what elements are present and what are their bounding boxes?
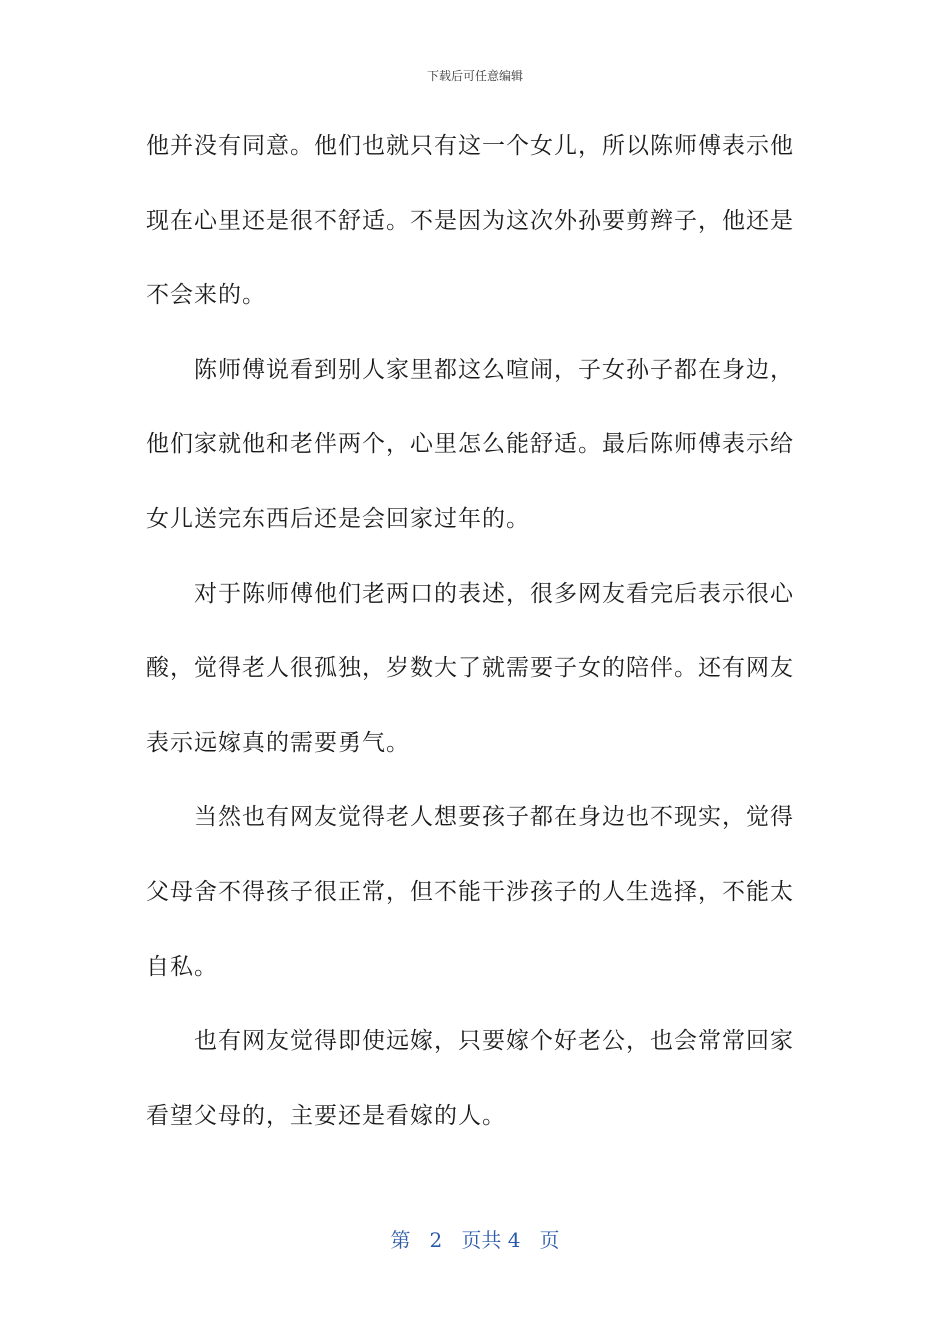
text-line: 看望父母的，主要还是看嫁的人。 xyxy=(146,1102,506,1129)
paragraph-first-line: 当然也有网友觉得老人想要孩子都在身边也不现实，觉得 xyxy=(194,804,794,831)
text-line: 他并没有同意。他们也就只有这一个女儿，所以陈师傅表示他 xyxy=(146,133,794,159)
footer-total-suffix: 页 xyxy=(539,1228,560,1252)
paragraph-first-line: 陈师傅说看到别人家里都这么喧闹，子女孙子都在身边， xyxy=(194,356,794,383)
text-line: 父母舍不得孩子很正常，但不能干涉孩子的人生选择，不能太 xyxy=(146,878,794,905)
paragraph-first-line: 也有网友觉得即使远嫁，只要嫁个好老公，也会常常回家 xyxy=(194,1028,794,1055)
document-body xyxy=(146,120,794,1164)
footer-total-pages: 4 xyxy=(507,1228,521,1252)
text-line: 自私。 xyxy=(146,953,218,980)
text-line: 现在心里还是很不舒适。不是因为这次外孙要剪辫子，他还是 xyxy=(146,207,794,234)
text-line: 他们家就他和老伴两个，心里怎么能舒适。最后陈师傅表示给 xyxy=(146,431,794,458)
footer-current-page: 2 xyxy=(429,1228,443,1252)
text-line: 不会来的。 xyxy=(146,282,266,309)
footer-total-prefix: 页共 xyxy=(461,1228,502,1252)
text-line: 表示远嫁真的需要勇气。 xyxy=(146,729,410,756)
page-footer xyxy=(0,1224,950,1253)
text-line: 女儿送完东西后还是会回家过年的。 xyxy=(146,505,530,532)
text-line: 酸，觉得老人很孤独，岁数大了就需要子女的陪伴。还有网友 xyxy=(146,655,794,682)
paragraph-first-line: 对于陈师傅他们老两口的表述，很多网友看完后表示很心 xyxy=(194,580,794,607)
footer-page-label: 第 xyxy=(390,1228,411,1252)
header-note: 下载后可任意编辑 xyxy=(426,69,523,83)
